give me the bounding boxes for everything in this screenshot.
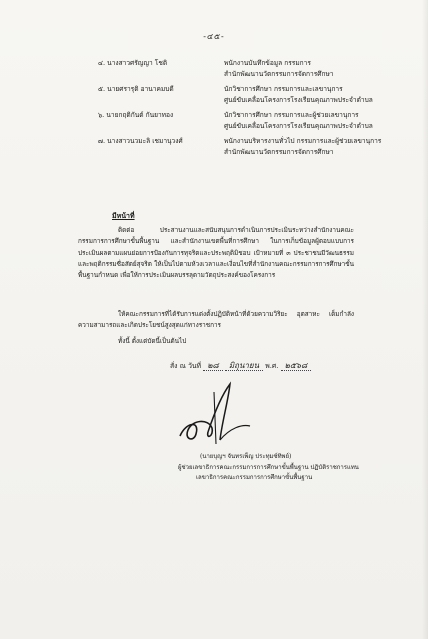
member-office: สำนักพัฒนานวัตกรรมการจัดการศึกษา (224, 69, 334, 78)
signer-name: (นายบุญฯ จันทรเพ็ญ ประทุมซ์ทิพย์) (200, 453, 292, 460)
sign-date-prefix: สั่ง ณ วันที่ (170, 362, 202, 370)
handwritten-signature (150, 378, 280, 450)
member-position: พนักงานบันทึกข้อมูล กรรมการ (224, 59, 311, 67)
committee-member (98, 136, 418, 157)
member-office: สำนักพัฒนานวัตกรรมการจัดการศึกษา (224, 147, 334, 156)
page-number: -๔๕- (203, 32, 225, 41)
sign-date-line (170, 359, 311, 372)
page-edge-shadow (422, 0, 428, 639)
member-name: ๗. นางสาวนวมะลิ เชมานุวงศ์ (98, 137, 183, 145)
sign-date-year: ๒๕๖๘ (281, 361, 312, 371)
effective-date-paragraph: ทั้งนี้ ตั้งแต่บัดนี้เป็นต้นไป (118, 337, 187, 345)
duties-paragraph: ติดต่อ ประสานงานและสนับสนุนการดำเนินการประเมินระหว่างสำนักงานคณะกรรมการการศึกษาขั้นพื้นฐาน และสำนักงานเขตพื้นที่การศึกษา ในการเก็บข้อมูลผู้ตอบแบบการประเมินผลตามแผนย่อยการป้องกันการทุจริตและประพฤติมิชอบ เป้าหมายที่ ๓ ประชาชนมีวัฒนธรรมและพฤติกรรมซื่อสัตย์สุจริต ให้เป็นไปตามห้วงเวลาและเงื่อนไขที่สำนักงานคณะกรรมการการศึกษาขั้นพื้นฐานกำหนด เพื่อให้การประเมินผลบรรลุตามวัตถุประสงค์ของโครงการ (78, 226, 354, 280)
member-name: ๔. นางสาวศรัญญา โชติ (98, 59, 168, 67)
committee-member-list (98, 58, 418, 162)
signer-block (178, 452, 359, 484)
member-position: นักวิชาการศึกษา กรรมการและเลขานุการ (224, 85, 343, 93)
duties-heading: มีหน้าที่ (112, 211, 135, 220)
committee-member (98, 84, 418, 105)
member-office: ศูนย์ขับเคลื่อนโครงการโรงเรียนคุณภาพประจำตำบล (224, 95, 373, 104)
member-name: ๕. นายศรารุติ อานาคมบดี (98, 85, 174, 93)
committee-member (98, 58, 418, 79)
sign-date-day: ๒๘ (203, 361, 222, 371)
member-office: ศูนย์ขับเคลื่อนโครงการโรงเรียนคุณภาพประจำตำบล (224, 121, 373, 130)
committee-member (98, 110, 418, 131)
sign-date-month: มิถุนายน (225, 361, 263, 371)
sign-date-year-prefix: พ.ศ. (265, 362, 279, 370)
member-position: นักวิชาการศึกษา กรรมการและผู้ช่วยเลขานุการ (224, 111, 359, 119)
signer-title-line1: ผู้ช่วยเลขาธิการคณะกรรมการการศึกษาขั้นพื้นฐาน ปฏิบัติราชการแทน (178, 463, 359, 471)
member-name: ๖. นายกฤติกันต์ กันยาทอง (98, 111, 174, 119)
member-position: พนักงานบริหารงานทั่วไป กรรมการและผู้ช่วยเลขานุการ (224, 137, 382, 145)
signer-title-line2: เลขาธิการคณะกรรมการการศึกษาขั้นพื้นฐาน (196, 474, 313, 481)
instruction-paragraph: ให้คณะกรรมการที่ได้รับการแต่งตั้งปฏิบัติหน้าที่ด้วยความวิริยะ อุตสาหะ เต็มกำลังความสามารถและเกิดประโยชน์สูงสุดแก่ทางราชการ (78, 310, 354, 330)
